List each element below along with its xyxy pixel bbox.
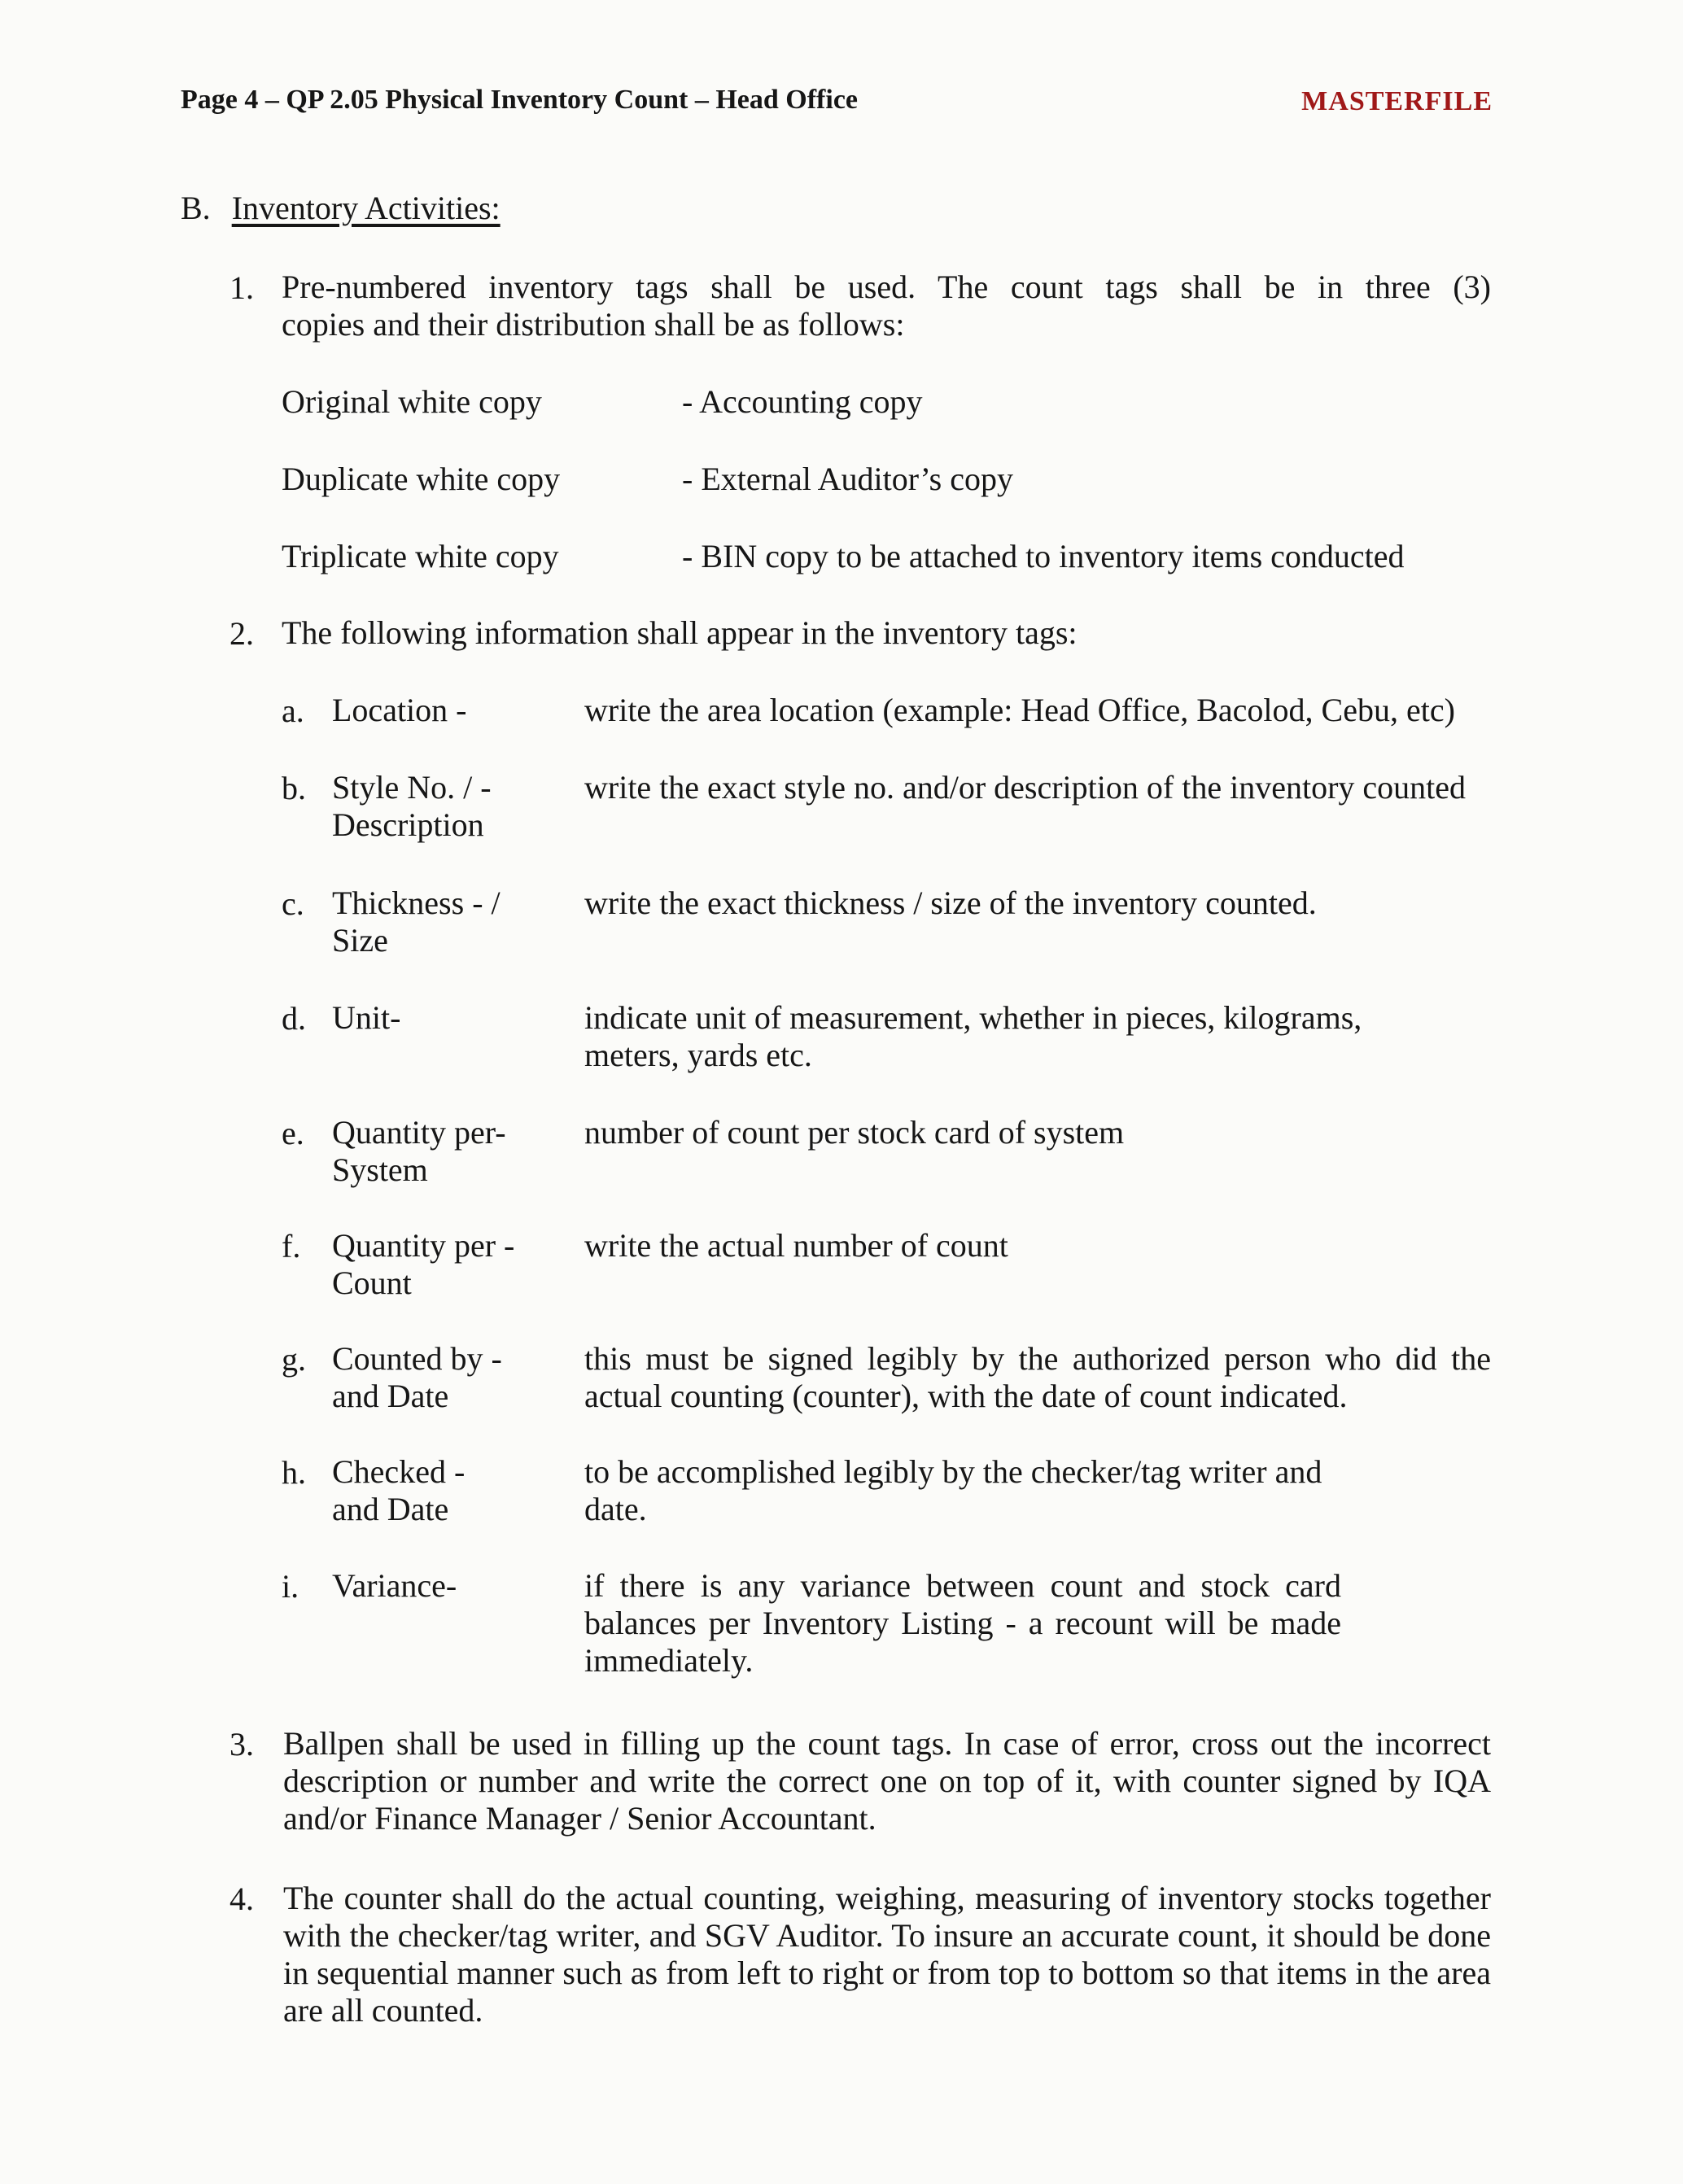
copy-description: - External Auditor’s copy [682,461,1013,497]
copy-label: Original white copy [282,383,542,420]
field-letter: h. [282,1454,306,1491]
section-title: Inventory Activities: [231,190,501,226]
copy-description: - BIN copy to be attached to inventory items conducted [682,538,1405,574]
field-description: if there is any variance between count and stock card balances per Inventory Listing - a recount will be made immediately. [584,1567,1341,1679]
header-masterfile-label: MASTERFILE [1301,86,1493,116]
field-label: Location - [332,692,467,728]
field-description: number of count per stock card of system [584,1114,1125,1151]
field-letter: e. [282,1115,304,1151]
field-letter: f. [282,1228,301,1265]
field-letter: d. [282,1000,306,1037]
page-header [181,85,1493,130]
item1-line2: copies and their distribution shall be as follows: [282,306,905,343]
field-label: Counted by - and Date [332,1340,502,1414]
field-letter: g. [282,1341,306,1378]
section-heading [181,189,501,227]
field-description: this must be signed legibly by the authorized person who did the actual counting (counter), with the date of count indicated. [584,1340,1491,1414]
item4-text: The counter shall do the actual counting, weighing, measuring of inventory stocks together with the checker/tag writer, and SGV Auditor. To insure an accurate count, it should be done in sequential manner such as from left to right or from top to bottom so that items in the area are all counted. [283,1880,1491,2029]
item3-text: Ballpen shall be used in filling up the count tags. In case of error, cross out the incorrect description or number and write the correct one on top of it, with counter signed by IQA and/or Finance Manager / Senior Accountant. [283,1725,1491,1837]
item1-line1: Pre-numbered inventory tags shall be used. The count tags shall be in three (3) [282,269,1491,305]
field-label: Quantity per- System [332,1114,506,1188]
item-number: 4. [230,1880,254,1917]
copy-description: - Accounting copy [682,383,923,420]
header-page-reference: Page 4 – QP 2.05 Physical Inventory Count – Head Office [181,85,859,115]
copy-label: Triplicate white copy [282,538,559,574]
field-label: Style No. / - Description [332,769,492,843]
field-description: to be accomplished legibly by the checker/tag writer and date. [584,1453,1322,1527]
field-label: Thickness - / Size [332,885,501,959]
field-letter: c. [282,885,304,922]
field-label: Checked - and Date [332,1453,466,1527]
item-number: 3. [230,1726,254,1762]
item-number: 2. [230,615,254,652]
field-letter: b. [282,770,306,806]
field-description: write the actual number of count [584,1227,1008,1264]
field-label: Quantity per - Count [332,1227,515,1301]
field-description: write the area location (example: Head Office, Bacolod, Cebu, etc) [584,692,1455,728]
item2-text: The following information shall appear in the inventory tags: [282,614,1078,651]
field-description: write the exact thickness / size of the inventory counted. [584,885,1317,921]
field-letter: i. [282,1568,299,1605]
copy-label: Duplicate white copy [282,461,561,497]
field-description: indicate unit of measurement, whether in pieces, kilograms, meters, yards etc. [584,999,1362,1073]
field-description: write the exact style no. and/or description of the inventory counted [584,769,1467,806]
field-label: Unit- [332,999,401,1036]
section-letter: B. [181,190,211,226]
item-number: 1. [230,269,254,306]
field-label: Variance- [332,1567,457,1604]
field-letter: a. [282,692,304,729]
